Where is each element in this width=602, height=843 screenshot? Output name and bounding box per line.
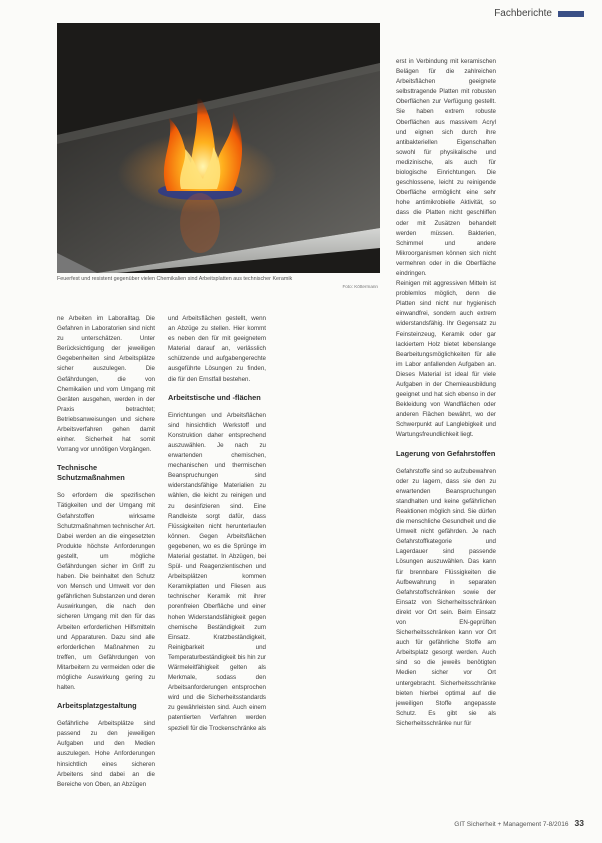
- paragraph: So erfordern die spezifischen Tätigkeiten und der Umgang mit Gefahrstoffen wirksame Schutzmaßnahmen technischer Art. Dabei werden an die eingesetzten Produkte höchste Anforderungen gestellt, um mögliche Gefährdungen sicher im Griff zu haben. Die beinhaltet den Schutz von Mensch und Umwelt vor den gefährlichen Substanzen und deren Auswirkungen, die nach den sicheren Umgang mit den für das Arbeiten erforderlichen Hilfsmitteln und Apparaturen. Dazu sind alle erforderlichen Maßnahmen zu treffen, um Gefährdungen von Mitarbeitern zu vermeiden oder die mögliche Auswirkung gering zu halten.: [57, 492, 156, 692]
- text-column-3: [396, 57, 496, 729]
- fire-on-ceramic-photo: [57, 23, 380, 273]
- paragraph: Gefahrstoffe sind so aufzubewahren oder zu lagern, dass sie den zu erwartenden Beanspruchungen standhalten und keine gefährlichen Reaktionen möglich sind. Sie dürfen die menschliche Gesundheit und die Umwelt nicht gefährden. Je nach Gefahrstoffkategorie und Lagerdauer sind passende Lösungen auszuwählen. Das kann für brennbare Flüssigkeiten die Aufbewahrung in separaten Gefahrstoffschränken sowie der Einsatz von Sicherheitsschränken direkt vor Ort sein. Beim Einsatz von EN-geprüften Sicherheitsschränken kann vor Ort auch für gefährliche Stoffe am Arbeitsplatz gesorgt werden. Auch sind so die jeweils benötigten Medien sicher vor Ort untergebracht. Sicherheitsschränke bieten hierbei optimal auf die jeweiligen Stoffe angepasste Schutz. Es gibt sie als Sicherheitsschränke nur für: [396, 467, 496, 727]
- paragraph: Einrichtungen und Arbeitsflächen sind hinsichtlich Werkstoff und Konstruktion daher entsprechend auszuwählen. Je nach zu erwartenden chemischen, mechanischen und thermischen Beanspruchungen sind widerstandsfähige Materialien zu wählen, die leicht zu reinigen und zu desinfizieren sind. Eine Randleiste sorgt dafür, dass Flüssigkeiten nicht herunterlaufen können. Gegen Arbeitsflächen gegebenen, wo es die Sprünge im Material gestattet. In Abzügen, bei Spül- und Reagenzientischen und Arbeitsplätzen kommen Keramikplatten und Fliesen aus technischer Keramik mit ihrer porenfreien Oberfläche und einer hohen Widerstandsfähigkeit gegen chemische Beständigkeit zum Einsatz. Kratzbeständigkeit, Reinigbarkeit und Temperaturbeständigkeit bis hin zur Wärmeleitfähigkeit gelten als Merkmale, sodass den Arbeitsanforderungen entsprochen wird und die Sicherheitsstandards zu gewährleisten sind. Auch einem patentierten Verfahren werden speziell für die Trockenschränke als: [168, 411, 267, 732]
- page-footer: [454, 818, 584, 828]
- section-title: Fachberichte: [494, 8, 552, 19]
- paragraph: Gefährliche Arbeitsplätze sind passend zu den jeweiligen Aufgaben und den Medien auszulegen. Hohe Anforderungen hinsichtlich eines sicheren Arbeitens sind dabei an die Bereiche von Oben, an Abzügen: [57, 720, 155, 788]
- journal-name: GIT Sicherheit + Management 7-8/2016: [454, 821, 569, 828]
- paragraph: und Arbeitsflächen gestellt, wenn an Abzüge zu stellen. Hier kommt es neben den für mit geeignetem Material darauf an, verlässlich schützende und aufgabengerechte ausgeführte Lösungen zu finden, die für den Ernstfall bestehen.: [168, 315, 266, 383]
- paragraph: erst in Verbindung mit keramischen Belägen für die zahlreichen Arbeitsflächen geeignete selbsttragende Platten mit robusten Oberflächen zur Verfügung gestellt. Sie haben extrem robuste Oberflächen aus massivem Acryl und eignen sich durch ihre antibakteriellen Eigenschaften sowohl für physikalische und medizinische, als auch für biologische Einrichtungen. Die geschlossene, leicht zu reinigende Oberfläche ermöglicht eine sehr hohe antimikrobielle Aktivität, so dass die Platten nicht geschliffen oder mit Zusätzen behandelt werden müssen. Bakterien, Schimmel und andere Mikroorganismen können sich nicht vermehren oder in die Oberfläche eindringen.: [396, 58, 496, 277]
- subheading: Technische Schutzmaßnahmen: [57, 463, 125, 483]
- caption-text: Feuerfest und resistent gegenüber vielen Chemikalien sind Arbeitsplatten aus technischer Keramik: [57, 276, 293, 282]
- page-number: 33: [574, 818, 584, 828]
- subheading: Arbeitstische und -flächen: [168, 392, 261, 402]
- paragraph: ne Arbeiten im Laboralltag. Die Gefahren in Laboratorien sind nicht zu unterschätzen. Unter Berücksichtigung der jeweiligen Gegebenheiten sind Arbeitsplätze sicher auszulegen. Die Gefährdungen, die von Chemikalien und vom Umgang mit Geräten ausgehen, werden in der Praxis betrachtet; Betriebsanweisungen und sichere Arbeitsverfahren gehen damit einher. Sicherheit hat somit Vorrang vor unnötigen Vorgängen.: [57, 315, 155, 454]
- figure-caption: [57, 276, 380, 289]
- text-column-2: [168, 314, 266, 734]
- text-column-1: [57, 314, 155, 790]
- photo-credit: Foto: Köttermann: [342, 284, 378, 289]
- photo-illustration: [57, 23, 380, 273]
- subheading: Lagerung von Gefahrstoffen: [396, 448, 496, 458]
- section-header: [494, 8, 584, 19]
- paragraph: Reinigen mit aggressiven Mitteln ist problemlos möglich, denn die Platten sind nicht nur hygienisch einwandfrei, sondern auch extrem widerstandsfähig. Ihr Gegensatz zu Feinsteinzeug, Keramik oder gar lackiertem Holz bietet lebenslange Bearbeitungsmöglichkeiten für alle im Labor anfallenden Aufgaben an. Dieses Material ist ideal für viele Aufgaben in der Chemieausbildung geeignet und hat sich ebenso in der Bekleidung von Wandflächen oder anderen Flächen bewährt, wo der Schwerpunkt auf Langlebigkeit und Wartungsfreundlichkeit liegt.: [396, 280, 496, 439]
- section-color-bar: [558, 11, 584, 17]
- subheading: Arbeitsplatzgestaltung: [57, 701, 137, 711]
